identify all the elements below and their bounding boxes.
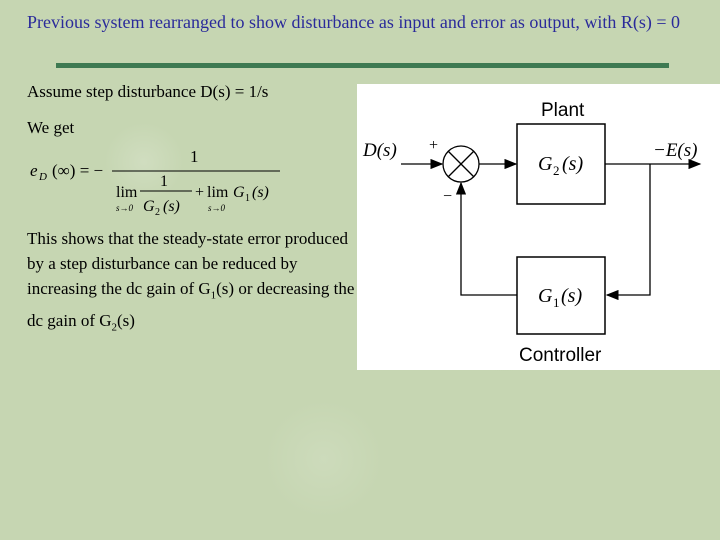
input-label: D(s) — [363, 140, 397, 161]
slide-title: Previous system rearranged to show disturbance as input and error as output, with R(s) = 0 — [27, 12, 681, 32]
formula-plus: + — [195, 184, 205, 201]
g1-label-sub: 1 — [553, 295, 560, 310]
g2-label-sub: 2 — [553, 163, 560, 178]
we-get-text: We get — [27, 118, 75, 137]
paragraph-sub1: 1 — [210, 289, 217, 302]
formula-g2-den: G — [143, 198, 155, 215]
steady-state-error-formula — [30, 142, 290, 218]
block-diagram-svg — [357, 84, 720, 370]
formula-lim2-sub: s→0 — [208, 203, 226, 213]
formula-g2-arg: (s) — [163, 198, 180, 215]
formula-lim1: lim — [116, 184, 138, 201]
assumption-text: Assume step disturbance D(s) = 1/s — [27, 82, 269, 101]
output-label: −E(s) — [653, 140, 698, 161]
title-divider — [56, 63, 669, 68]
explanation-paragraph — [27, 226, 357, 341]
formula-numerator: 1 — [190, 147, 199, 166]
g2-block — [517, 124, 605, 204]
block-diagram — [357, 84, 720, 370]
formula-g1-arg: (s) — [252, 184, 269, 201]
plus-sign: + — [429, 137, 439, 154]
paragraph-sub2: 2 — [111, 321, 118, 334]
g2-label-arg: (s) — [562, 153, 584, 175]
formula-inner-numerator: 1 — [160, 173, 168, 190]
g2-label-main: G — [538, 153, 553, 175]
paragraph-part1: This shows that the steady-state error produced by a step disturbance can be reduced by increasing the dc gain of G — [27, 229, 349, 298]
plant-label: Plant — [541, 100, 585, 121]
formula-lhs-e: e — [30, 161, 38, 180]
paragraph-part3: (s) — [117, 311, 135, 331]
feedback-to-controller — [607, 164, 650, 295]
formula-g1: G — [233, 184, 245, 201]
formula-g1-sub: 1 — [245, 193, 250, 204]
minus-sign: − — [443, 188, 453, 205]
g1-label-main: G — [538, 285, 553, 307]
controller-label: Controller — [519, 345, 602, 366]
paragraph-part2: (s) or decreasing the dc gain of G — [27, 279, 355, 331]
g1-label-arg: (s) — [561, 285, 583, 307]
formula-lhs-arg: (∞) = − — [52, 161, 104, 180]
formula-lim1-sub: s→0 — [116, 203, 134, 213]
formula-lim2: lim — [207, 184, 229, 201]
formula-g2-sub: 2 — [155, 207, 160, 218]
formula-lhs-sub: D — [39, 171, 47, 183]
controller-to-junction — [461, 183, 517, 295]
